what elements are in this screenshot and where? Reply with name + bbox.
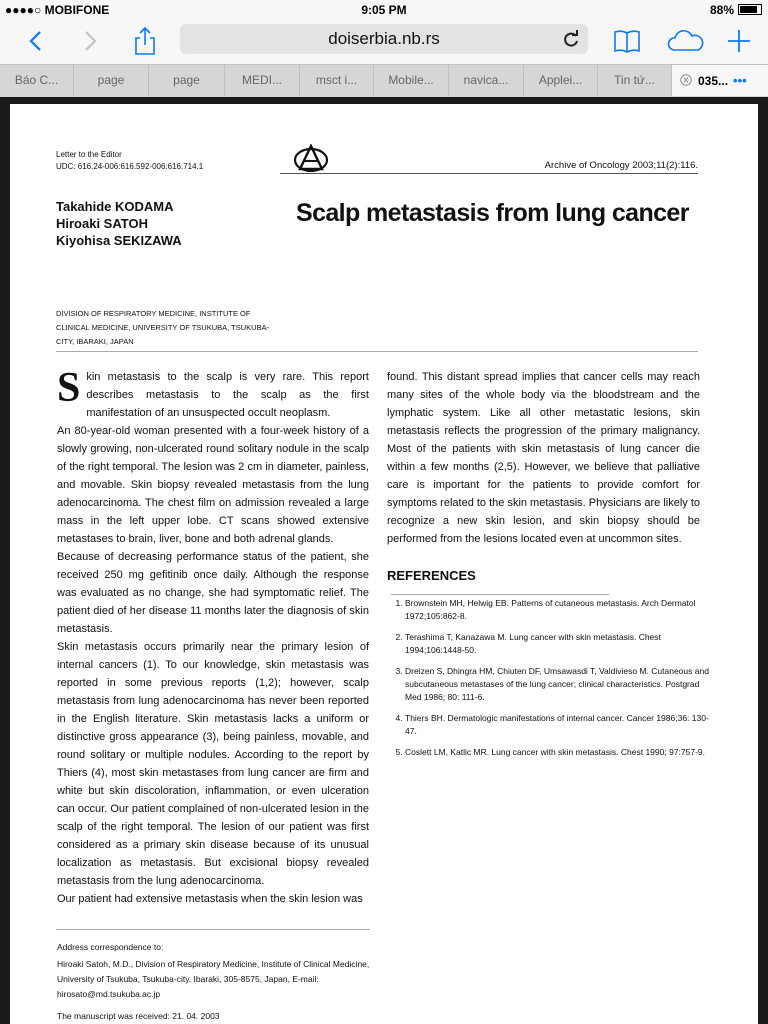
correspondence-block — [57, 940, 370, 1024]
body-paragraph: Skin metastasis occurs primarily near the primary lesion of internal cancers (1). To our knowledge, skin metastasis was reported in some previous reports (1,2); however, scalp metastasis from lung adenocarcinoma has never been reported in the English literature. Skin metastasis lacks a uniform or distinctive gross appearance (3), being painless, movable, and round solitary or multiple nodules. According to the report by Thiers (4), most skin metastases from lung cancer are firm and white but skin discoloration, inflammation, or even ulceration can occur. Our patient complained of non-ulcerated lesion in the scalp of the right temporal. The lesion of our patient was first considered as a primary skin disease because of its unusual localization as metastasis. But excisional biopsy revealed metastasis from the lung adenocarcinoma. — [57, 641, 369, 887]
dropcap: S — [57, 365, 81, 411]
tab-item[interactable]: Báo C... — [0, 65, 74, 96]
received-date: The manuscript was received: 21. 04. 2003 — [57, 1011, 220, 1021]
journal-logo-icon — [293, 144, 329, 174]
tab-item[interactable]: page — [149, 65, 225, 96]
battery-indicator — [710, 3, 762, 17]
tab-item-active[interactable] — [672, 65, 768, 96]
body-paragraph: Our patient had extensive metastasis when the skin lesion was — [57, 893, 363, 905]
section-rule — [56, 351, 698, 352]
references-rule — [391, 594, 609, 595]
plus-icon — [724, 26, 754, 56]
address-bar[interactable] — [180, 24, 588, 54]
body-paragraph: kin metastasis to the scalp is very rare. This report describes metastasis to the scalp as the first manifestation of an unsuspected occult neoplasm. — [86, 371, 369, 419]
back-button[interactable] — [22, 26, 52, 56]
paper-title: Scalp metastasis from lung cancer — [296, 199, 689, 227]
reference-item: 1. Brownstein MH, Helwig EB. Patterns of cutaneous metastasis. Arch Dermatol 1972;105:862-8. — [405, 597, 716, 623]
body-paragraph: An 80-year-old woman presented with a four-week history of a slowly growing, non-ulcerated round solitary nodule in the scalp of the right temporal. The lesion was 2 cm in diameter, painless, and movable. Skin biopsy revealed metastasis from the lung adenocarcinoma. The chest film on admission revealed a large mass in the left upper lobe. CT scans showed extensive metastases to brain, liver, bone and both adrenal glands. — [57, 425, 369, 545]
tab-item[interactable]: Tin tứ... — [598, 65, 672, 96]
status-bar — [0, 0, 768, 20]
close-tab-button[interactable] — [680, 66, 692, 96]
battery-icon — [738, 4, 762, 15]
article-type: Letter to the Editor — [56, 150, 122, 159]
body-paragraph: found. This distant spread implies that cancer cells may reach many sites of the whole body via the bloodstream and the lymphatic system. Like all other metastatic lesions, skin metastasis reflects the progression of the primary malignancy. Most of the patients with skin metastasis of lung cancer die within a few months (2,5). However, we believe that palliative care is important for the patients to provide comfort for symptoms related to the skin metastasis. Physicians are likely to recognize a new skin lesion, and skin biopsy should be performed from the lesions located even at uncommon sites. — [387, 371, 701, 545]
affiliation: DIVISION OF RESPIRATORY MEDICINE, INSTITUTE OF CLINICAL MEDICINE, UNIVERSITY OF TSUKUBA, TSUKUBA-CITY, IBARAKI, JAPAN — [56, 309, 270, 346]
pdf-page — [10, 104, 758, 1024]
book-icon — [612, 26, 642, 56]
header-rule — [280, 173, 698, 174]
references-list — [389, 597, 716, 767]
carrier: ●●●●○ MOBIFONE — [5, 3, 110, 17]
body-right-column — [387, 368, 700, 548]
reference-item: 4. Thiers BH. Dermatologic manifestations of internal cancer. Cancer 1986;36: 130-47. — [405, 712, 716, 738]
chevron-right-icon — [76, 26, 106, 56]
share-button[interactable] — [130, 26, 160, 56]
cloud-icon — [666, 26, 706, 56]
author-list — [56, 198, 182, 249]
journal-citation: Archive of Oncology 2003;11(2):116. — [544, 160, 698, 171]
tab-strip — [0, 64, 768, 97]
body-paragraph: Because of decreasing performance status of the patient, she received 250 mg gefitinib once daily. Although the response was evaluated as no change, she had symptomatic relief. The patient died of her disease 11 months later the diagnosis of skin metastasis. — [57, 551, 369, 635]
clock: 9:05 PM — [361, 3, 407, 17]
new-tab-button[interactable] — [724, 26, 754, 56]
reload-icon — [560, 28, 582, 50]
author-name: Kiyohisa SEKIZAWA — [56, 233, 182, 248]
icloud-tabs-button[interactable] — [666, 26, 706, 56]
tab-item[interactable]: Mobile... — [374, 65, 449, 96]
udc-code: UDC: 616.24-006:616.592-006:616.714.1 — [56, 162, 204, 171]
url-text: doiserbia.nb.rs — [328, 29, 440, 48]
tab-item[interactable]: MEDI... — [225, 65, 300, 96]
battery-percent: 88% — [709, 3, 734, 17]
author-name: Hiroaki SATOH — [56, 216, 148, 231]
footer-rule — [56, 929, 370, 930]
tab-item[interactable]: Applei... — [524, 65, 598, 96]
tab-item[interactable]: navica... — [449, 65, 524, 96]
tab-item[interactable]: msct i... — [300, 65, 374, 96]
tab-item[interactable]: page — [74, 65, 149, 96]
body-left-column — [57, 365, 369, 908]
reference-item: 3. Dreizen S, Dhingra HM, Chiuten DF, Umsawasdi T, Valdivieso M. Cutaneous and subcutaneous metastases of the lung cancer; clinical characteristics. Postgrad Med 1986; 80: 111-6. — [405, 665, 716, 704]
references-title: REFERENCES — [387, 568, 476, 583]
forward-button[interactable] — [76, 26, 106, 56]
author-name: Takahide KODAMA — [56, 199, 174, 214]
close-icon — [680, 74, 692, 86]
share-icon — [130, 26, 160, 56]
chevron-left-icon — [22, 26, 52, 56]
reload-button[interactable] — [560, 28, 582, 60]
header-left — [56, 149, 256, 173]
reference-item: 2. Terashima T, Kanazawa M. Lung cancer with skin metastasis. Chest 1994;106:1448-50. — [405, 631, 716, 657]
more-icon[interactable]: ••• — [733, 73, 747, 88]
browser-toolbar — [0, 20, 768, 64]
tab-title: 035... — [698, 74, 729, 88]
reference-item: 5. Coslett LM, Katlic MR. Lung cancer with skin metastasis. Chest 1990; 97:757-9. — [405, 746, 716, 759]
correspondence-label: Address correspondence to: — [57, 942, 164, 952]
bookmarks-button[interactable] — [612, 26, 642, 56]
correspondence-address: Hiroaki Satoh, M.D., Division of Respiratory Medicine, Institute of Clinical Medicine, University of Tsukuba, Tsukuba-city, Ibaraki, 305-8575, Japan, E-mail: hirosato@md.tsukuba.ac.jp — [57, 959, 370, 999]
